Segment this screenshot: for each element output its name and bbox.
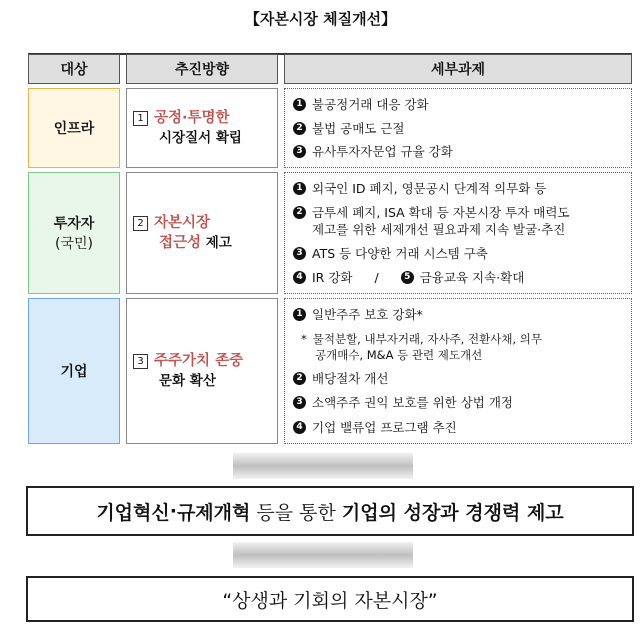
bullet-number-icon: 3 [293,396,306,409]
item-text-continued: 제고를 위한 세제개선 필요과제 지속 발굴·추진 [312,222,566,237]
bullet-number-icon: 1 [293,182,306,195]
list-item [293,370,627,387]
row-company-target [28,298,120,444]
target-sublabel: (국민) [55,236,93,252]
number-box: 1 [133,111,148,126]
row-investor-details [284,172,632,294]
row-company-direction [126,298,278,444]
result-dot: · [169,500,177,522]
list-item [293,120,627,137]
bullet-number-icon: 2 [293,122,306,135]
item-text: 소액주주 권익 보호를 위한 상법 개정 [312,395,513,411]
bullet-number-icon: 2 [293,372,306,385]
target-label: 인프라 [53,121,95,137]
target-label: 기업 [60,364,88,380]
direction-highlight: 공정·투명한 [154,110,230,126]
bullet-number-icon: 4 [293,271,306,284]
row-infra-target [28,88,120,168]
list-item [293,306,627,323]
list-item [293,394,627,411]
direction-line2: 시장질서 확립 [159,130,242,146]
direction-line2: 제고 [201,235,232,251]
list-item [293,204,627,238]
list-item [293,269,627,286]
result-bold-3: 기업의 성장과 경쟁력 제고 [341,501,564,524]
footnote [293,331,627,363]
target-label: 투자자 [53,216,95,232]
list-item [293,245,627,262]
direction-line2: 문화 확산 [159,373,216,389]
bullet-number-icon: 3 [293,145,306,158]
item-text: 불공정거래 대응 강화 [312,96,429,112]
separator: / [374,270,379,285]
result-bold-1: 기업혁신 [96,501,170,524]
list-item [293,419,627,436]
item-text: 금융교육 지속·확대 [419,270,525,285]
asterisk-icon: * [301,331,307,346]
result-bold-2: 규제개혁 [176,501,251,524]
bullet-number-icon: 4 [293,421,306,434]
list-item [293,180,627,197]
number-box: 3 [133,354,148,369]
direction-highlight-2: 접근성 [159,235,202,251]
result-box [26,486,634,536]
row-company-details [284,298,632,444]
item-text: ATS 등 다양한 거래 시스템 구축 [312,246,488,261]
row-infra-direction [126,88,278,168]
down-arrow-band-2 [233,542,413,568]
header-direction: 추진방향 [126,54,278,84]
header-detail: 세부과제 [284,54,632,84]
item-text: 일반주주 보호 강화* [312,307,423,323]
bullet-number-icon: 3 [293,247,306,260]
down-arrow-band [233,453,413,479]
slogan-box [26,576,634,622]
document-title: 【자본시장 체질개선】 [244,10,397,28]
item-text: 외국인 ID 폐지, 영문공시 단계적 의무화 등 [312,181,547,196]
item-text: IR 강화 [312,270,353,285]
footnote-text-continued: 공개매수, M&A 등 관련 제도개선 [315,347,483,362]
bullet-number-icon: 5 [401,271,414,284]
item-text: 불법 공매도 근절 [312,120,405,136]
direction-highlight: 주주가치 존중 [154,353,244,369]
slogan-text: “상생과 기회의 자본시장” [222,589,438,612]
row-investor-target [28,172,120,294]
item-text: 금투세 폐지, ISA 확대 등 자본시장 투자 매력도 [312,205,570,220]
bullet-number-icon: 1 [293,308,306,321]
bullet-number-icon: 1 [293,98,306,111]
list-item [293,96,627,113]
item-text: 기업 밸류업 프로그램 추진 [312,419,457,435]
number-box: 2 [133,216,148,231]
item-text: 유사투자자문업 규율 강화 [312,144,453,160]
row-infra-details [284,88,632,168]
result-normal: 등을 통한 [250,501,342,524]
header-target: 대상 [28,54,120,84]
direction-highlight: 자본시장 [154,215,211,231]
footnote-text: 물적분할, 내부자거래, 자사주, 전환사채, 의무 [312,331,542,346]
list-item [293,143,627,160]
row-investor-direction [126,172,278,294]
item-text: 배당절차 개선 [312,370,389,386]
bullet-number-icon: 2 [293,206,306,219]
